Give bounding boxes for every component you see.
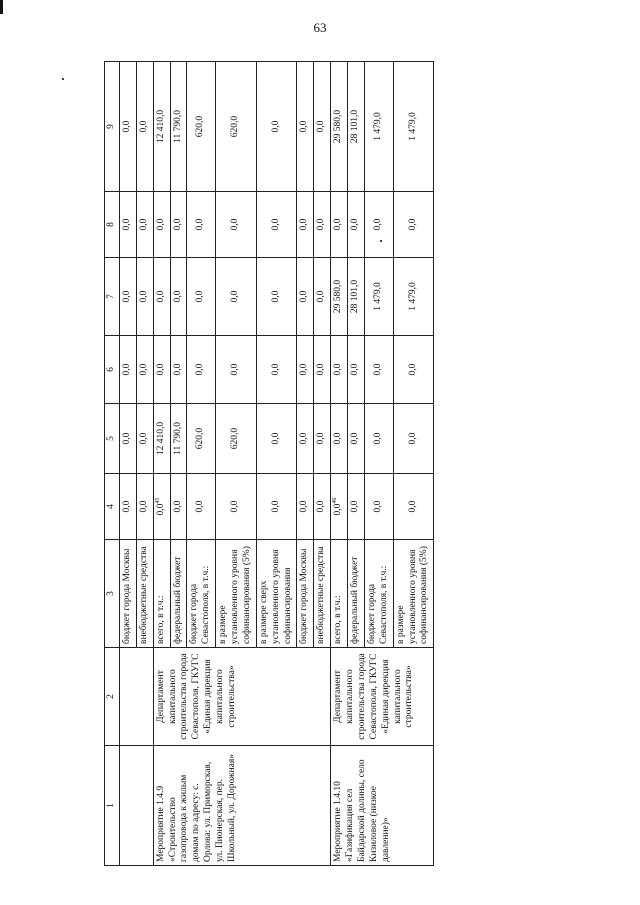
- amount-cell: 0,0: [187, 336, 216, 404]
- amount-cell: 0,0: [170, 258, 187, 336]
- amount-cell: 11 790,0: [170, 62, 187, 192]
- amount-cell: [153, 474, 170, 540]
- amount-cell: 0,0: [364, 404, 393, 474]
- column-number-header: 2: [105, 648, 120, 746]
- amount-cell: 0,0: [314, 336, 331, 404]
- column-number-header: 7: [105, 258, 120, 336]
- amount-cell: 0,0: [331, 336, 348, 404]
- amount-cell: 0,0: [216, 192, 257, 258]
- funding-source-cell: бюджет города Севастополя, в т.ч.:: [187, 540, 216, 648]
- amount-cell: 12 410,0: [153, 62, 170, 192]
- amount-cell: 620,0: [216, 62, 257, 192]
- amount-cell: 0,0: [393, 474, 434, 540]
- footnote-marker: 45: [154, 497, 161, 504]
- funding-source-cell: бюджет города Москвы: [119, 540, 136, 648]
- column-number-header: 3: [105, 540, 120, 648]
- amount-cell: 0,0: [331, 192, 348, 258]
- amount-cell: 0,0: [348, 336, 365, 404]
- amount-cell: 0,0: [348, 192, 365, 258]
- funding-source-cell: внебюджетные средства: [314, 540, 331, 648]
- amount-cell: 0,0: [170, 192, 187, 258]
- budget-table: [104, 61, 434, 866]
- funding-source-cell: бюджет города Севастополя, в т.ч.:: [364, 540, 393, 648]
- amount-cell: 0,0: [136, 336, 153, 404]
- amount-cell: [331, 474, 348, 540]
- amount-cell: 12 410,0: [153, 404, 170, 474]
- scan-speck: [62, 78, 64, 80]
- measure-title-cell: Мероприятие 1.4.10 «Газификация сел Байдарской долины, село Кизиловое (низкое давление)»: [331, 746, 434, 866]
- amount-cell: 0,0: [216, 336, 257, 404]
- amount-cell: 1 479,0: [364, 62, 393, 192]
- amount-cell: 0,0: [393, 192, 434, 258]
- amount-cell: 29 580,0: [331, 258, 348, 336]
- amount-cell: 1 479,0: [364, 258, 393, 336]
- amount-cell: 0,0: [136, 192, 153, 258]
- amount-cell: 28 101,0: [348, 258, 365, 336]
- column-number-header: 4: [105, 474, 120, 540]
- amount-cell: 0,0: [216, 474, 257, 540]
- table-row: [153, 62, 170, 866]
- executor-cell: Департамент капитального строительства города Севастополя, ГКУГС «Единая дирекция капитального строительства»: [153, 648, 331, 746]
- funding-source-cell: внебюджетные средства: [136, 540, 153, 648]
- amount-cell: 0,0: [297, 62, 314, 192]
- amount-cell: 0,0: [256, 192, 297, 258]
- amount-cell: 0,0: [348, 404, 365, 474]
- funding-source-cell: в размере установленного уровня софинансирования (5%): [216, 540, 257, 648]
- amount-cell: 0,0: [256, 258, 297, 336]
- amount-cell: 0,0: [153, 258, 170, 336]
- amount-cell: 1 479,0: [393, 62, 434, 192]
- amount-cell: 0,0: [153, 336, 170, 404]
- amount-cell: 0,0: [364, 192, 393, 258]
- amount-cell: 0,0: [297, 192, 314, 258]
- funding-source-cell: федеральный бюджет: [170, 540, 187, 648]
- column-number-header: 6: [105, 336, 120, 404]
- funding-source-cell: всего, в т.ч.:: [153, 540, 170, 648]
- amount-cell: 0,0: [297, 474, 314, 540]
- amount-cell: 0,0: [187, 192, 216, 258]
- amount-cell: 0,0: [119, 404, 136, 474]
- amount-cell: 0,0: [314, 404, 331, 474]
- amount-cell: 0,0: [136, 404, 153, 474]
- page-number: 63: [313, 20, 327, 35]
- amount-cell: 0,0: [297, 258, 314, 336]
- table-row: [331, 62, 348, 866]
- amount-cell: 0,0: [136, 474, 153, 540]
- column-number-header: 8: [105, 192, 120, 258]
- amount-cell: 1 479,0: [393, 258, 434, 336]
- funding-source-cell: всего, в т.ч.:: [331, 540, 348, 648]
- amount-cell: 0,0: [256, 336, 297, 404]
- budget-table-frame: [104, 62, 532, 866]
- amount-cell: 0,0: [393, 404, 434, 474]
- footnote-marker: 46: [331, 497, 338, 504]
- amount-cell: 28 101,0: [348, 62, 365, 192]
- amount-cell: 0,0: [170, 336, 187, 404]
- measure-title-cell-empty: [119, 746, 153, 866]
- amount-cell: 0,0: [256, 474, 297, 540]
- executor-cell-empty: [119, 648, 153, 746]
- amount-value: 0,0: [333, 503, 344, 516]
- amount-cell: 0,0: [348, 474, 365, 540]
- table-row: [119, 62, 136, 866]
- amount-cell: 0,0: [256, 404, 297, 474]
- funding-source-cell: в размере установленного уровня софинансирования (5%): [393, 540, 434, 648]
- amount-cell: 0,0: [297, 336, 314, 404]
- amount-cell: 11 790,0: [170, 404, 187, 474]
- amount-cell: 0,0: [314, 258, 331, 336]
- amount-cell: 0,0: [314, 474, 331, 540]
- amount-cell: 620,0: [187, 404, 216, 474]
- amount-cell: 0,0: [187, 258, 216, 336]
- funding-source-cell: в размере сверх установленного уровня софинансирования: [256, 540, 297, 648]
- amount-cell: 0,0: [187, 474, 216, 540]
- executor-cell: Департамент капитального строительства города Севастополя, ГКУГС «Единая дирекция капитального строительства»: [331, 648, 434, 746]
- amount-cell: 0,0: [119, 474, 136, 540]
- measure-title-cell: Мероприятие 1.4.9 «Строительство газопровода к жилым домам по адресу: с. Орлова: ул. Приморская, ул. Пионерская, пер. Школьный, ул. Дорожная»: [153, 746, 331, 866]
- amount-cell: 0,0: [331, 404, 348, 474]
- amount-cell: 0,0: [364, 474, 393, 540]
- amount-cell: 0,0: [314, 62, 331, 192]
- amount-cell: 0,0: [119, 258, 136, 336]
- amount-cell: 620,0: [187, 62, 216, 192]
- amount-cell: 0,0: [119, 192, 136, 258]
- amount-cell: 0,0: [364, 336, 393, 404]
- amount-cell: 0,0: [119, 336, 136, 404]
- amount-cell: 0,0: [256, 62, 297, 192]
- amount-cell: 0,0: [393, 336, 434, 404]
- amount-cell: 0,0: [314, 192, 331, 258]
- amount-cell: 0,0: [216, 258, 257, 336]
- amount-cell: 0,0: [170, 474, 187, 540]
- column-number-row: [105, 62, 120, 866]
- amount-cell: 0,0: [153, 192, 170, 258]
- column-number-header: 9: [105, 62, 120, 192]
- amount-cell: 29 580,0: [331, 62, 348, 192]
- amount-cell: 620,0: [216, 404, 257, 474]
- amount-value: 0,0: [155, 503, 166, 516]
- amount-cell: 0,0: [136, 258, 153, 336]
- amount-cell: 0,0: [119, 62, 136, 192]
- column-number-header: 1: [105, 746, 120, 866]
- column-number-header: 5: [105, 404, 120, 474]
- funding-source-cell: федеральный бюджет: [348, 540, 365, 648]
- amount-cell: 0,0: [136, 62, 153, 192]
- amount-cell: 0,0: [297, 404, 314, 474]
- left-margin-mark: [0, 0, 3, 14]
- funding-source-cell: бюджет города Москвы: [297, 540, 314, 648]
